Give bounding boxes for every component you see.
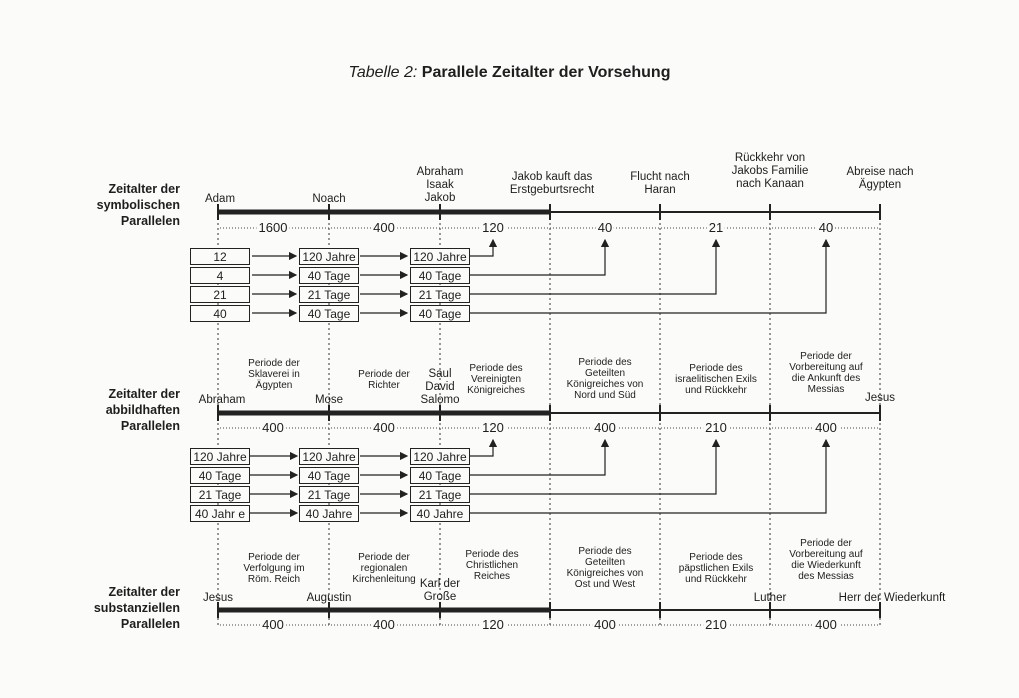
period-label: Periode des Christlichen Reiches (465, 549, 519, 582)
box-symbolic-c3: 120 Jahre (410, 248, 470, 265)
period-label: Periode des israelitischen Exils und Rückkehr (675, 363, 757, 396)
period-label: Periode der Sklaverei in Ägypten (248, 358, 300, 391)
span-value: 400 (594, 617, 616, 632)
box-symbolic-c2: 40 Tage (299, 267, 359, 284)
box-symbolic-c1: 40 (190, 305, 250, 322)
span-value: 400 (594, 420, 616, 435)
period-label: Periode des Geteilten Königreiches von Nord und Süd (566, 357, 644, 401)
person-saul-david-salomo: Saul David Salomo (420, 368, 460, 406)
box-image-c1: 40 Tage (190, 467, 250, 484)
span-value: 120 (482, 220, 504, 235)
box-image-c1: 120 Jahre (190, 448, 250, 465)
row-label-line: Zeitalter der (108, 182, 180, 196)
row-label-line: Zeitalter der (108, 585, 180, 599)
period-label: Periode der regionalen Kirchenleitung (352, 552, 416, 585)
box-image-c1: 21 Tage (190, 486, 250, 503)
event-flucht-haran: Flucht nach Haran (630, 171, 690, 196)
span-value: 400 (262, 420, 284, 435)
row-label-line: substanziellen (93, 601, 180, 615)
box-image-c3: 40 Tage (410, 467, 470, 484)
event-abreise-aegypten: Abreise nach Ägypten (846, 166, 914, 191)
box-symbolic-c1: 21 (190, 286, 250, 303)
person-herr-der-wiederkunft: Herr der Wiederkunft (838, 592, 946, 604)
box-image-c2: 120 Jahre (299, 448, 359, 465)
row-label-line: Parallelen (120, 214, 180, 228)
span-value: 400 (815, 617, 837, 632)
person-noach: Noach (312, 193, 346, 205)
person-jesus: Jesus (864, 392, 896, 404)
span-value: 21 (708, 220, 724, 235)
person-jesus-substantial: Jesus (202, 592, 234, 604)
box-symbolic-c1: 12 (190, 248, 250, 265)
row-label-line: Parallelen (120, 419, 180, 433)
span-value: 120 (482, 420, 504, 435)
person-adam: Adam (204, 193, 236, 205)
span-value: 400 (373, 420, 395, 435)
person-mose: Mose (314, 394, 344, 406)
box-symbolic-c3: 40 Tage (410, 267, 470, 284)
box-symbolic-c2: 40 Tage (299, 305, 359, 322)
span-value: 40 (597, 220, 613, 235)
span-value: 1600 (258, 220, 288, 235)
box-symbolic-c1: 4 (190, 267, 250, 284)
period-label: Periode der Richter (358, 369, 410, 391)
span-value: 400 (373, 220, 395, 235)
box-image-c2: 21 Tage (299, 486, 359, 503)
span-value: 210 (705, 420, 727, 435)
person-abraham-isaak-jakob: Abraham Isaak Jakob (416, 166, 464, 204)
box-image-c3: 120 Jahre (410, 448, 470, 465)
period-label: Periode des päpstlichen Exils und Rückkehr (678, 552, 754, 585)
box-symbolic-c2: 21 Tage (299, 286, 359, 303)
span-value: 40 (818, 220, 834, 235)
person-luther: Luther (753, 592, 787, 604)
event-rueckkehr-kanaan: Rückkehr von Jakobs Familie nach Kanaan (731, 152, 809, 190)
span-value: 400 (815, 420, 837, 435)
title-prefix: Tabelle 2: (348, 64, 418, 81)
span-value: 120 (482, 617, 504, 632)
person-abraham: Abraham (198, 394, 246, 406)
period-label: Periode der Vorbereitung auf die Wiederkunft des Messias (789, 538, 863, 582)
span-value: 210 (705, 617, 727, 632)
box-image-c2: 40 Jahre (299, 505, 359, 522)
period-label: Periode des Geteilten Königreiches von Ost und West (566, 546, 644, 590)
period-label: Periode der Vorbereitung auf die Ankunft des Messias (789, 351, 863, 395)
title-main: Parallele Zeitalter der Vorsehung (421, 64, 671, 81)
person-karl-der-grosse: Karl der Große (419, 578, 461, 603)
box-image-c3: 40 Jahre (410, 505, 470, 522)
box-symbolic-c3: 40 Tage (410, 305, 470, 322)
event-erstgeburtsrecht: Jakob kauft das Erstgeburtsrecht (509, 171, 595, 196)
box-image-c3: 21 Tage (410, 486, 470, 503)
row-label-line: symbolischen (96, 198, 180, 212)
period-label: Periode der Verfolgung im Röm. Reich (243, 552, 305, 585)
span-value: 400 (262, 617, 284, 632)
row-label-line: abbildhaften (105, 403, 180, 417)
person-augustin: Augustin (306, 592, 352, 604)
box-symbolic-c2: 120 Jahre (299, 248, 359, 265)
row-label-line: Zeitalter der (108, 387, 180, 401)
span-value: 400 (373, 617, 395, 632)
period-label: Periode des Vereinigten Königreiches (467, 363, 525, 396)
box-image-c2: 40 Tage (299, 467, 359, 484)
row-label-line: Parallelen (120, 617, 180, 631)
box-image-c1: 40 Jahr e (190, 505, 250, 522)
box-symbolic-c3: 21 Tage (410, 286, 470, 303)
